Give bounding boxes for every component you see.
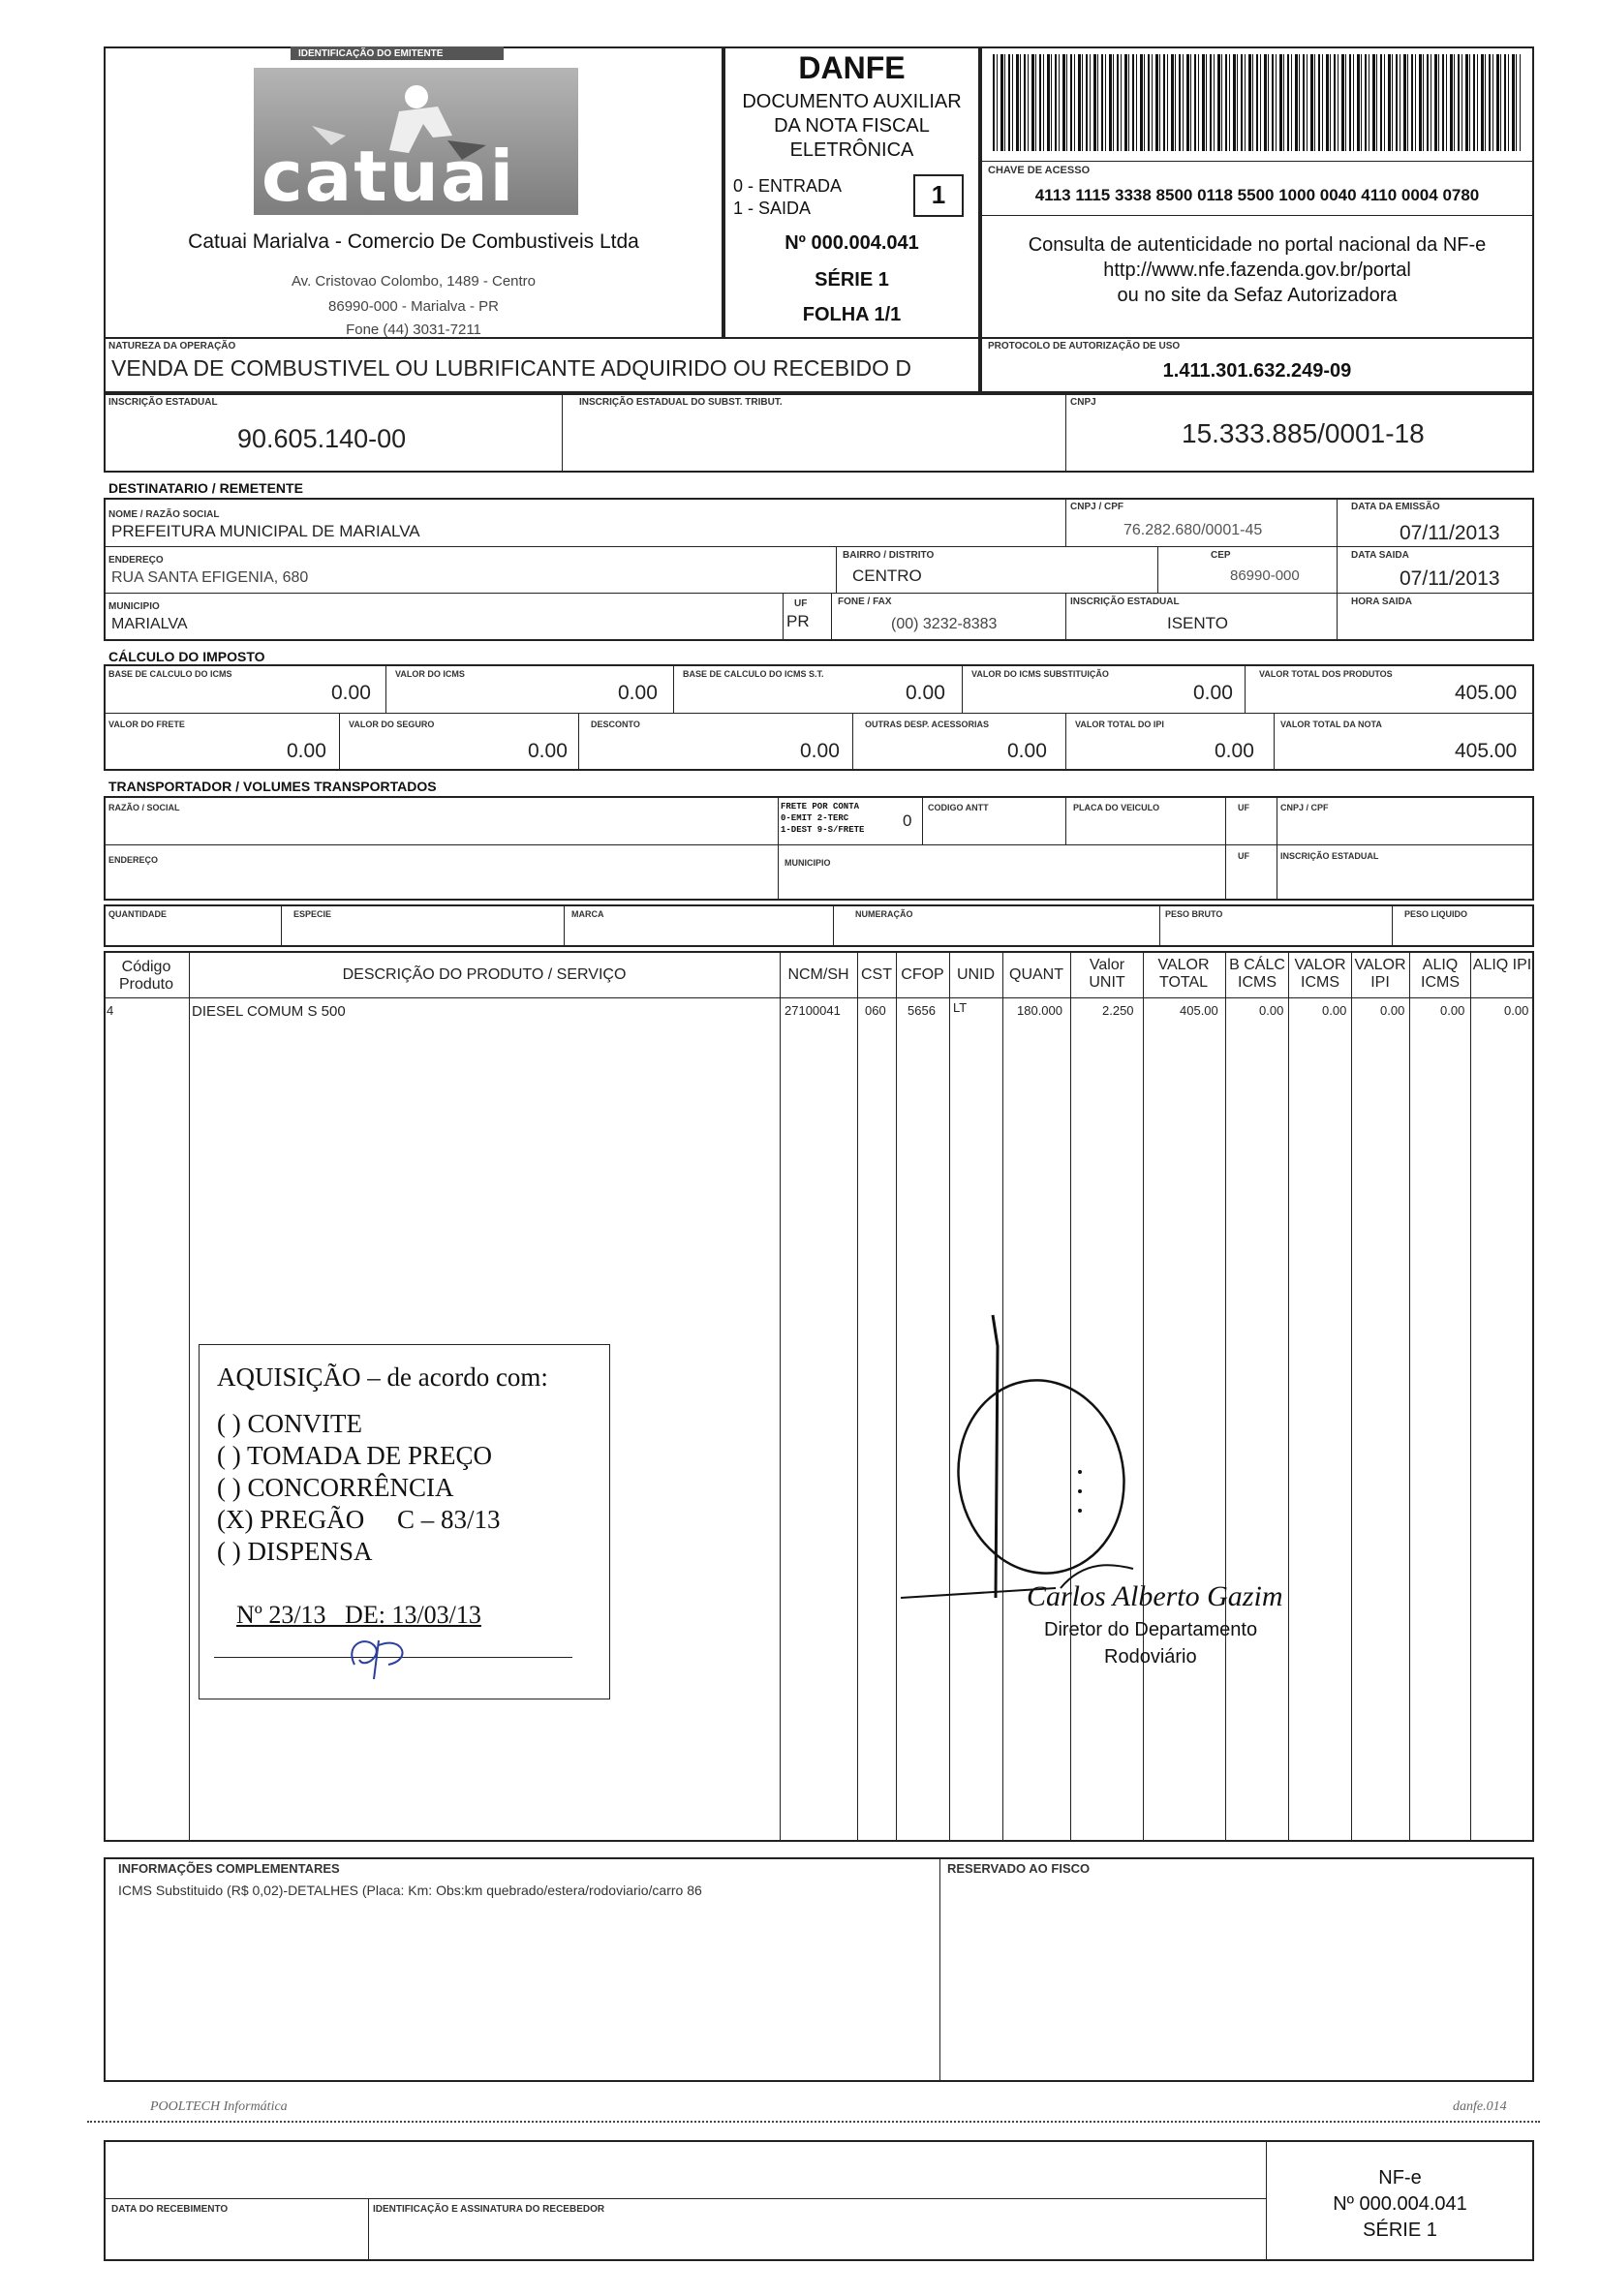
transp-ie-label: INSCRIÇÃO ESTADUAL	[1280, 851, 1379, 861]
dest-saida-label: DATA SAIDA	[1351, 550, 1409, 561]
dest-col-ie	[1065, 593, 1066, 641]
info-label: INFORMAÇÕES COMPLEMENTARES	[118, 1861, 340, 1876]
vol-c4	[1159, 904, 1160, 947]
footer-serie: SÉRIE 1	[1363, 2219, 1437, 2241]
danfe-tipo: 1	[931, 180, 946, 209]
destinatario-box	[104, 498, 1534, 641]
col-aliq-icms: ALIQ ICMS	[1421, 957, 1460, 991]
dest-cep: 86990-000	[1230, 567, 1300, 584]
imp-c2	[673, 664, 674, 713]
vol-especie-label: ESPECIE	[293, 909, 332, 919]
col-cst: CST	[861, 966, 892, 983]
dest-col-cnpj	[1065, 498, 1066, 546]
vol-qtd-label: QUANTIDADE	[108, 909, 167, 919]
stamp-line-4: (X) PREGÃO C – 83/13	[217, 1505, 501, 1534]
valor-st-label: VALOR DO ICMS SUBSTITUIÇÃO	[971, 669, 1109, 679]
col-valor-total: VALOR TOTAL	[1157, 957, 1210, 991]
row-aliq-ipi: 0.00	[1504, 1003, 1529, 1018]
row-descricao: DIESEL COMUM S 500	[192, 1003, 346, 1020]
chave-label: CHAVE DE ACESSO	[988, 165, 1091, 176]
prod-c1	[189, 951, 190, 1842]
vol-c5	[1392, 904, 1393, 947]
stamp-line-3: ( ) CONCORRÊNCIA	[217, 1473, 454, 1502]
imp-c9	[1274, 713, 1275, 771]
imp-c8	[1065, 713, 1066, 771]
dest-col-fone	[831, 593, 832, 641]
outras: 0.00	[1007, 740, 1047, 762]
dest-row-1	[104, 546, 1534, 547]
col-valor-unit: Valor UNIT	[1089, 957, 1125, 991]
total-prod-label: VALOR TOTAL DOS PRODUTOS	[1259, 669, 1393, 679]
imp-c1	[385, 664, 386, 713]
outras-label: OUTRAS DESP. ACESSORIAS	[865, 719, 990, 729]
dest-emissao-label: DATA DA EMISSÃO	[1351, 502, 1440, 512]
aquisicao-stamp	[199, 1344, 610, 1699]
valor-icms: 0.00	[618, 682, 658, 704]
transp-municipio-label: MUNICIPIO	[785, 858, 831, 868]
danfe-entrada: 0 - ENTRADA	[733, 176, 843, 196]
signatory-role-2: Rodoviário	[1104, 1646, 1197, 1668]
col-cfop: CFOP	[901, 966, 944, 983]
stamp-initials-icon	[335, 1626, 422, 1684]
transp-row-div	[104, 844, 1534, 845]
dest-ie: ISENTO	[1167, 614, 1228, 632]
imp-c5	[339, 713, 340, 771]
inscricao-div-2	[1065, 393, 1066, 473]
col-codigo: Código Produto	[118, 959, 174, 993]
transp-c1	[778, 796, 779, 901]
emitente-name: Catuai Marialva - Comercio De Combustiveis Ltda	[188, 230, 639, 253]
dest-endereco-label: ENDEREÇO	[108, 555, 164, 566]
transp-frete-2: 0-EMIT 2-TERC	[781, 813, 849, 823]
danfe-subtitle-2: DA NOTA FISCAL	[774, 115, 930, 137]
dest-col-date	[1337, 498, 1338, 641]
frete-label: VALOR DO FRETE	[108, 719, 185, 729]
natureza-label: NATUREZA DA OPERAÇÃO	[108, 341, 236, 352]
base-icms-label: BASE DE CALCULO DO ICMS	[108, 669, 232, 679]
frete: 0.00	[287, 740, 326, 762]
transp-placa-label: PLACA DO VEICULO	[1073, 803, 1160, 812]
footer-right: danfe.014	[1453, 2099, 1507, 2114]
signatory-role-1: Diretor do Departamento	[1044, 1619, 1258, 1640]
danfe-saida: 1 - SAIDA	[733, 199, 812, 218]
row-valor-ipi: 0.00	[1380, 1003, 1405, 1018]
dest-municipio: MARIALVA	[111, 616, 188, 632]
vol-c3	[833, 904, 834, 947]
dest-emissao: 07/11/2013	[1400, 522, 1500, 544]
base-st-label: BASE DE CALCULO DO ICMS S.T.	[683, 669, 824, 679]
consulta-1: Consulta de autenticidade no portal nacional da NF-e	[1028, 234, 1487, 256]
valor-st: 0.00	[1193, 682, 1233, 704]
protocolo-label: PROTOCOLO DE AUTORIZAÇÃO DE USO	[988, 341, 1181, 352]
dest-col-uf	[783, 593, 784, 641]
base-st: 0.00	[906, 682, 945, 704]
dest-bairro-label: BAIRRO / DISTRITO	[843, 550, 935, 561]
vol-c1	[281, 904, 282, 947]
dest-col-bairro	[836, 546, 837, 593]
vol-peso-bruto-label: PESO BRUTO	[1165, 909, 1223, 919]
desconto: 0.00	[800, 740, 840, 762]
transp-cnpj-label: CNPJ / CPF	[1280, 803, 1329, 812]
prod-c13	[1470, 951, 1471, 1842]
fisco-label: RESERVADO AO FISCO	[947, 1861, 1091, 1876]
dest-nome-label: NOME / RAZÃO SOCIAL	[108, 509, 220, 520]
prod-c11	[1351, 951, 1352, 1842]
dest-fone-label: FONE / FAX	[838, 597, 892, 607]
stamp-line-2: ( ) TOMADA DE PREÇO	[217, 1441, 493, 1470]
emitente-phone: Fone (44) 3031-7211	[346, 321, 481, 338]
barcode	[993, 54, 1521, 151]
transportador-section: TRANSPORTADOR / VOLUMES TRANSPORTADOS	[108, 779, 437, 794]
col-quant: QUANT	[1009, 966, 1063, 983]
row-bcalc-icms: 0.00	[1259, 1003, 1284, 1018]
base-icms: 0.00	[331, 682, 371, 704]
dest-ie-label: INSCRIÇÃO ESTADUAL	[1070, 597, 1180, 607]
dest-hora-label: HORA SAIDA	[1351, 597, 1412, 607]
col-aliq-ipi: ALIQ IPI	[1472, 957, 1532, 973]
seguro-label: VALOR DO SEGURO	[349, 719, 435, 729]
vol-numeracao-label: NUMERAÇÃO	[855, 909, 913, 919]
col-bcalc-icms: B CÁLC ICMS	[1229, 957, 1285, 991]
prod-c12	[1409, 951, 1410, 1842]
col-valor-icms: VALOR ICMS	[1294, 957, 1346, 991]
dest-bairro: CENTRO	[852, 566, 922, 585]
imp-c7	[852, 713, 853, 771]
dest-nome: PREFEITURA MUNICIPAL DE MARIALVA	[111, 522, 420, 540]
prod-header-div	[104, 997, 1534, 998]
vol-peso-liq-label: PESO LIQUIDO	[1404, 909, 1468, 919]
imp-c3	[962, 664, 963, 713]
dest-saida: 07/11/2013	[1400, 567, 1500, 590]
dest-uf: PR	[786, 612, 810, 630]
transp-razao-label: RAZÃO / SOCIAL	[108, 803, 180, 812]
chave-divider-2	[980, 215, 1534, 216]
signatory-name: Carlos Alberto Gazim	[1027, 1580, 1283, 1612]
emitente-address-1: Av. Cristovao Colombo, 1489 - Centro	[291, 273, 537, 290]
chave-divider	[980, 161, 1534, 162]
canhoto-div-1	[368, 2198, 369, 2261]
total-prod: 405.00	[1455, 682, 1518, 704]
ident-recebedor-label: IDENTIFICAÇÃO E ASSINATURA DO RECEBEDOR	[373, 2204, 605, 2215]
row-cfop: 5656	[908, 1003, 936, 1018]
ie-st-label: INSCRIÇÃO ESTADUAL DO SUBST. TRIBUT.	[579, 397, 783, 408]
stamp-line-5: ( ) DISPENSA	[217, 1537, 373, 1566]
company-logo	[254, 68, 578, 215]
row-codigo: 4	[107, 1003, 114, 1018]
emitente-label-text: IDENTIFICAÇÃO DO EMITENTE	[298, 48, 444, 59]
ipi-label: VALOR TOTAL DO IPI	[1075, 719, 1164, 729]
ie-label: INSCRIÇÃO ESTADUAL	[108, 397, 218, 408]
prod-c2	[780, 951, 781, 1842]
row-aliq-icms: 0.00	[1440, 1003, 1465, 1018]
row-quant: 180.000	[1017, 1003, 1062, 1018]
row-valor-unit: 2.250	[1102, 1003, 1134, 1018]
consulta-3: ou no site da Sefaz Autorizadora	[1117, 285, 1398, 306]
row-cst: 060	[865, 1003, 886, 1018]
danfe-title: DANFE	[798, 50, 906, 85]
ie-value: 90.605.140-00	[237, 424, 407, 453]
canhoto-line	[104, 2198, 1266, 2199]
info-divider	[939, 1857, 940, 2082]
col-unid: UNID	[956, 966, 996, 983]
protocolo-value: 1.411.301.632.249-09	[1162, 360, 1352, 382]
footer-numero: Nº 000.004.041	[1333, 2193, 1467, 2215]
info-text: ICMS Substituido (R$ 0,02)-DETALHES (Placa: Km: Obs:km quebrado/estera/rodoviario/carro 86	[118, 1883, 702, 1898]
cnpj-label: CNPJ	[1070, 397, 1096, 408]
natureza-value: VENDA DE COMBUSTIVEL OU LUBRIFICANTE ADQUIRIDO OU RECEBIDO D	[111, 355, 912, 381]
recebimento-label: DATA DO RECEBIMENTO	[111, 2204, 229, 2215]
inscricao-div-1	[562, 393, 563, 473]
dest-col-cep	[1157, 546, 1158, 593]
danfe-serie: SÉRIE 1	[815, 269, 889, 291]
stamp-numero: Nº 23/13 DE: 13/03/13	[236, 1601, 481, 1629]
footer-nfe: NF-e	[1378, 2167, 1422, 2189]
danfe-subtitle-1: DOCUMENTO AUXILIAR	[742, 91, 962, 112]
col-valor-ipi: VALOR IPI	[1354, 957, 1406, 991]
danfe-folha: FOLHA 1/1	[802, 304, 902, 325]
dest-uf-label: UF	[794, 598, 808, 609]
ipi: 0.00	[1215, 740, 1254, 762]
destinatario-section: DESTINATARIO / REMETENTE	[108, 480, 303, 496]
dest-cnpj-label: CNPJ / CPF	[1070, 502, 1124, 512]
total-nota: 405.00	[1455, 740, 1518, 762]
transp-c4	[1225, 796, 1226, 901]
desconto-label: DESCONTO	[591, 719, 640, 729]
cnpj-value: 15.333.885/0001-18	[1182, 418, 1425, 448]
dest-row-2	[104, 593, 1534, 594]
transp-frete-val: 0	[903, 811, 912, 830]
vol-marca-label: MARCA	[571, 909, 604, 919]
transp-frete-3: 1-DEST 9-S/FRETE	[781, 825, 865, 835]
stamp-line-1: ( ) CONVITE	[217, 1409, 362, 1438]
cut-line	[87, 2121, 1540, 2123]
emitente-address-2: 86990-000 - Marialva - PR	[328, 298, 499, 315]
imposto-row-div	[104, 713, 1534, 714]
row-unid: LT	[953, 1000, 968, 1015]
imp-c6	[578, 713, 579, 771]
transp-uf-label: UF	[1238, 803, 1249, 812]
imp-c4	[1245, 664, 1246, 713]
danfe-numero: Nº 000.004.041	[785, 232, 919, 254]
transp-frete-1: FRETE POR CONTA	[781, 802, 860, 811]
row-ncm: 27100041	[785, 1003, 841, 1018]
consulta-2: http://www.nfe.fazenda.gov.br/portal	[1103, 260, 1411, 281]
seguro: 0.00	[528, 740, 568, 762]
footer-left: POOLTECH Informática	[150, 2099, 288, 2114]
transp-c2	[922, 796, 923, 844]
prod-c3	[857, 951, 858, 1842]
danfe-subtitle-3: ELETRÔNICA	[789, 139, 914, 161]
imposto-section: CÁLCULO DO IMPOSTO	[108, 649, 265, 664]
total-nota-label: VALOR TOTAL DA NOTA	[1280, 719, 1382, 729]
col-descricao: DESCRIÇÃO DO PRODUTO / SERVIÇO	[342, 966, 627, 983]
dest-cep-label: CEP	[1211, 550, 1231, 561]
transp-antt-label: CODIGO ANTT	[928, 803, 989, 812]
row-valor-total: 405.00	[1180, 1003, 1218, 1018]
transp-uf2-label: UF	[1238, 851, 1249, 861]
dest-fone: (00) 3232-8383	[891, 616, 998, 632]
dest-cnpj: 76.282.680/0001-45	[1123, 522, 1263, 538]
stamp-title: AQUISIÇÃO – de acordo com:	[217, 1362, 548, 1392]
chave-value: 4113 1115 3338 8500 0118 5500 1000 0040 4110 0004 0780	[1034, 186, 1480, 204]
valor-icms-label: VALOR DO ICMS	[395, 669, 465, 679]
row-valor-icms: 0.00	[1322, 1003, 1347, 1018]
transp-c3	[1065, 796, 1066, 844]
transp-endereco-label: ENDEREÇO	[108, 855, 159, 865]
col-ncm: NCM/SH	[787, 966, 849, 983]
dest-endereco: RUA SANTA EFIGENIA, 680	[111, 569, 309, 586]
logo-text: catuai	[262, 136, 516, 217]
dest-municipio-label: MUNICIPIO	[108, 601, 160, 612]
vol-c2	[564, 904, 565, 947]
